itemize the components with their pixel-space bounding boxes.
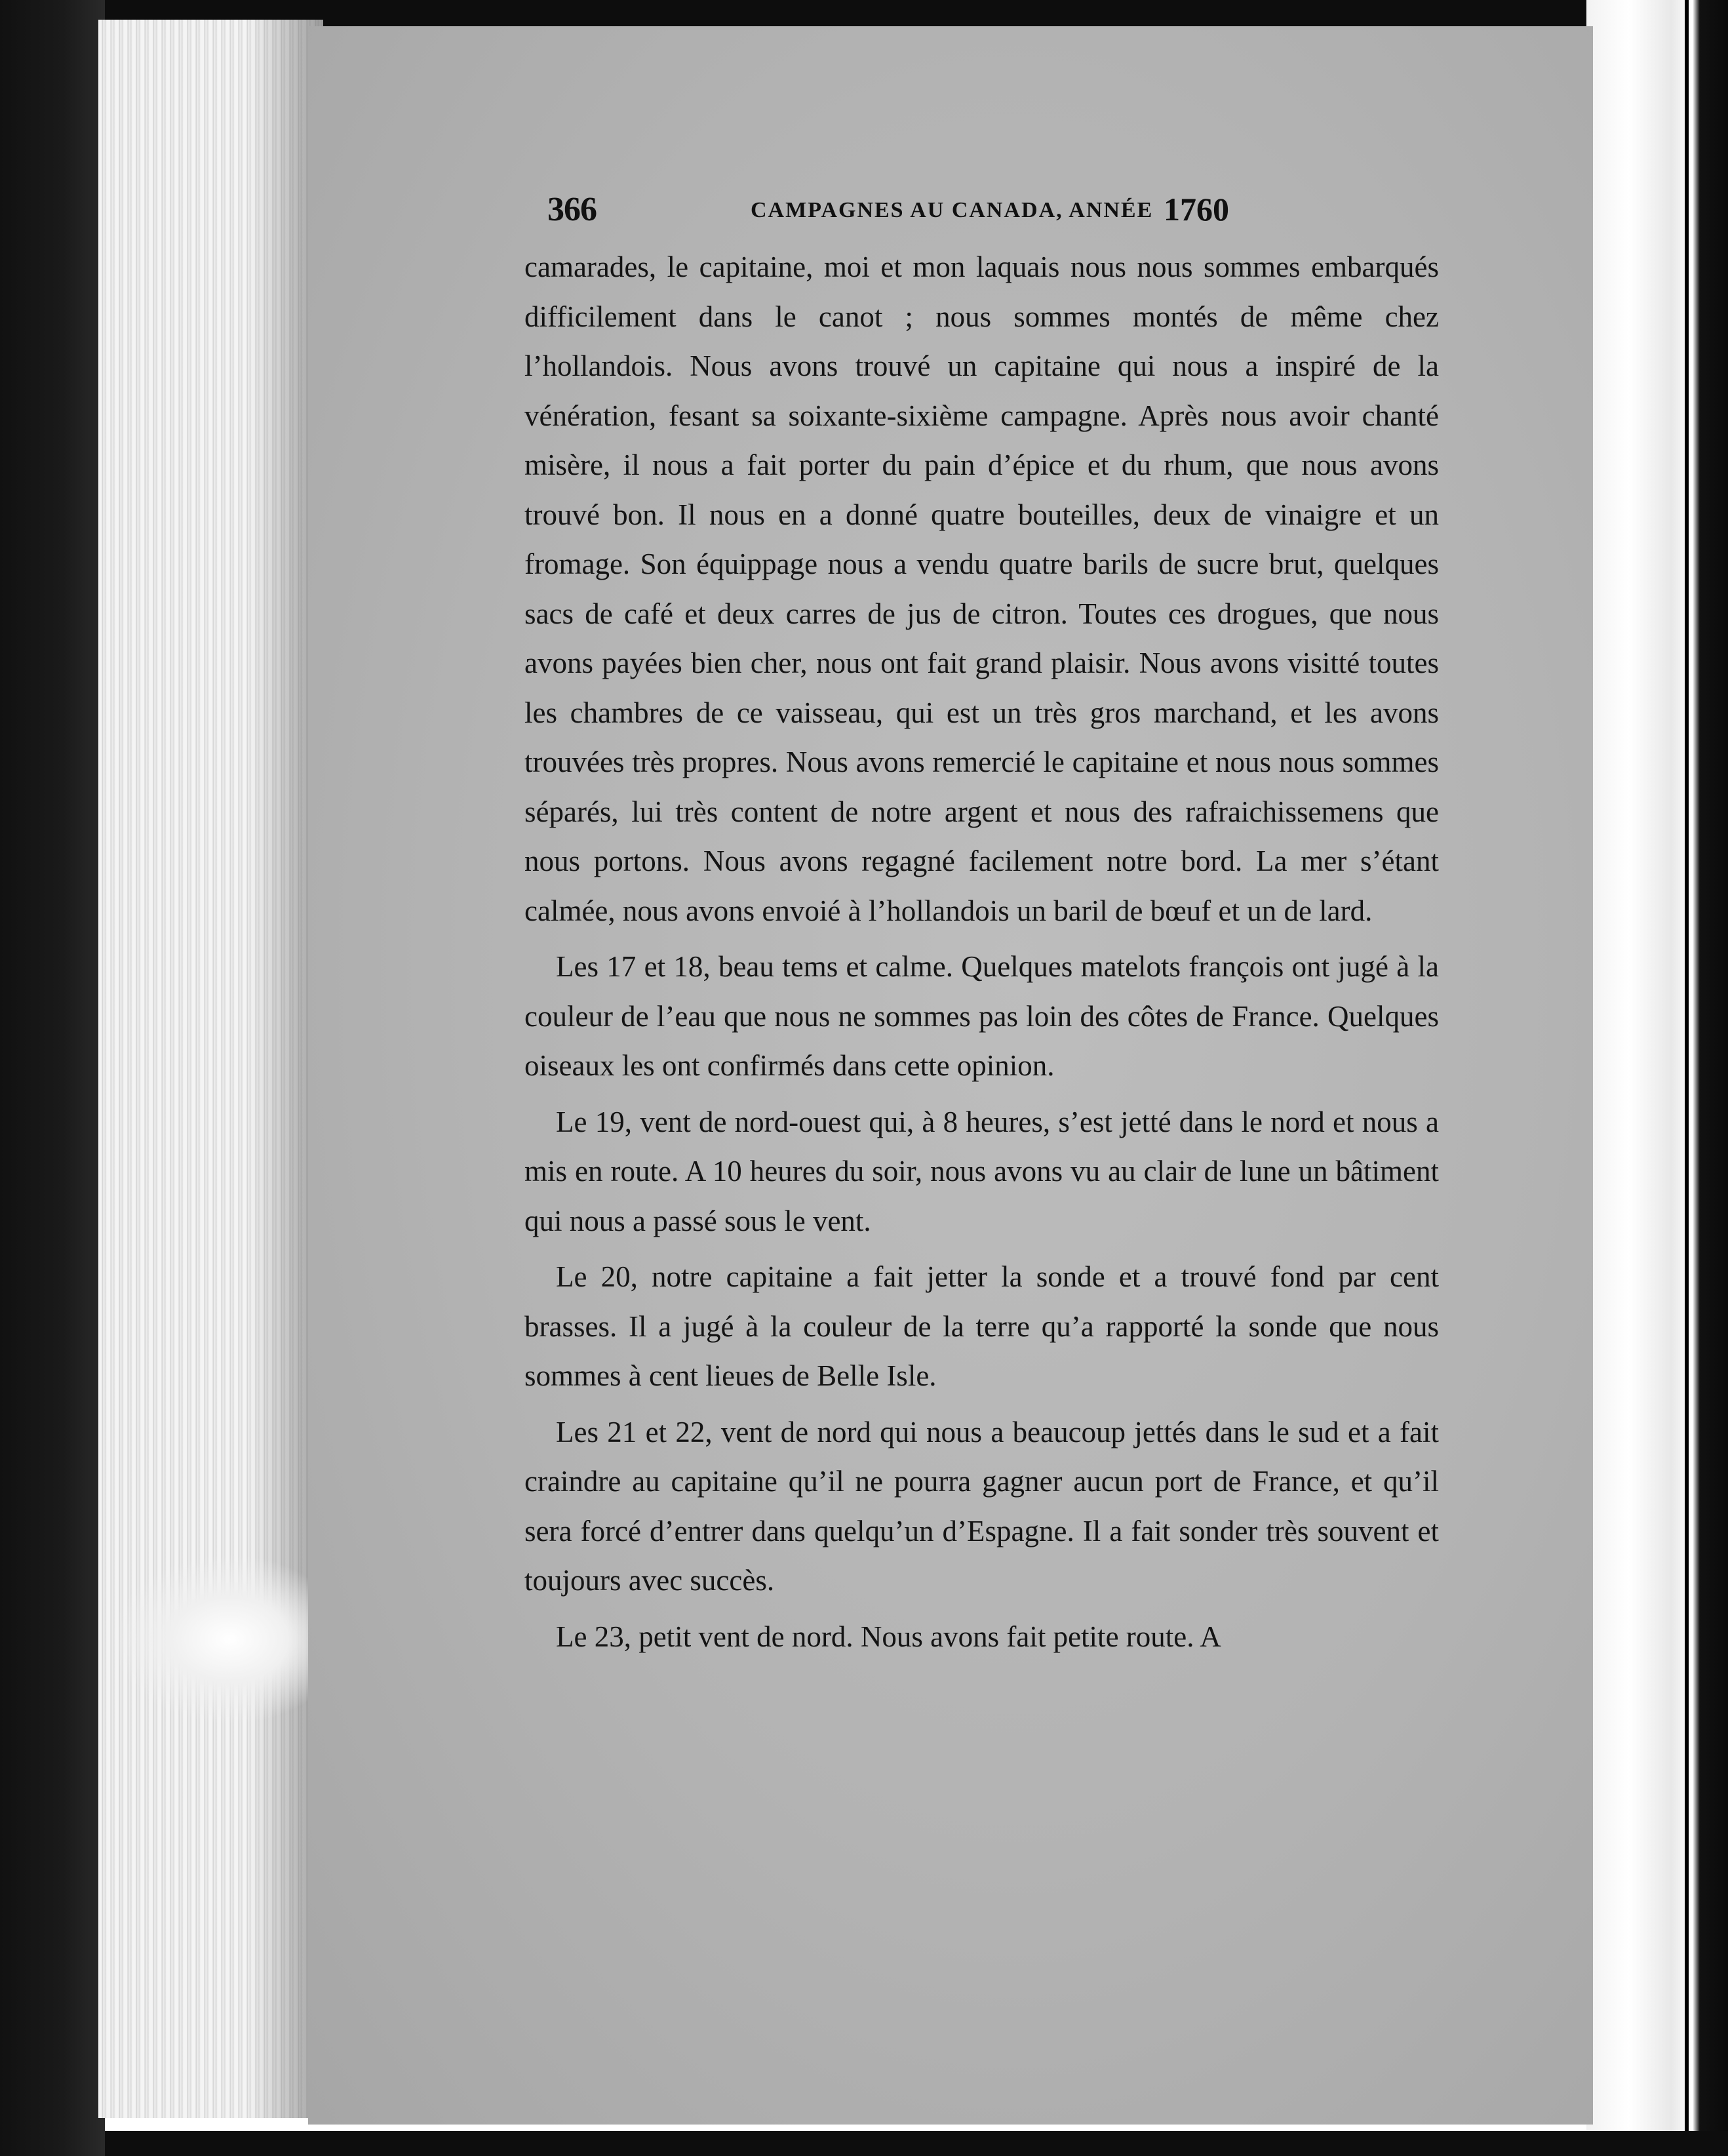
- page-body: [524, 243, 1439, 1662]
- paragraph: Les 21 et 22, vent de nord qui nous a beaucoup jettés dans le sud et a fait craindre au capitaine qu’il ne pourra gagner aucun port de France, et qu’il sera forcé d’entrer dans quelqu’un d’Espagne. Il a fait sonder très souvent et toujours avec succès.: [524, 1415, 1439, 1597]
- running-year: 1760: [1164, 191, 1229, 228]
- scan-border-bottom: [105, 2131, 1728, 2156]
- paragraph: Les 17 et 18, beau tems et calme. Quelques matelots françois ont jugé à la couleur de l’eau que nous ne sommes pas loin des côtes de France. Quelques oiseaux les ont confirmés dans cette opinion.: [524, 950, 1439, 1082]
- page-number: 366: [547, 191, 597, 228]
- running-header: [547, 190, 1268, 236]
- scan-edge-line: [1685, 0, 1689, 2156]
- scan-border-left: [0, 0, 105, 2156]
- paragraph: Le 23, petit vent de nord. Nous avons fait petite route. A: [556, 1620, 1221, 1653]
- scan-border-top: [105, 0, 1728, 26]
- scan-border-right: [1586, 0, 1728, 2156]
- paragraph: camarades, le capitaine, moi et mon laquais nous nous sommes embarqués difficilement dans le canot ; nous sommes montés de même chez l’hollandois. Nous avons trouvé un capitaine qui nous a inspiré de la vénération, fesant sa soixante-sixième campagne. Après nous avoir chanté misère, il nous a fait porter du pain d’épice et du rhum, que nous avons trouvé bon. Il nous en a donné quatre bouteilles, deux de vinaigre et un fromage. Son équippage nous a vendu quatre barils de sucre brut, quelques sacs de café et deux carres de jus de citron. Toutes ces drogues, que nous avons payées bien cher, nous ont fait grand plaisir. Nous avons visitté toutes les chambres de ce vaisseau, qui est un très gros marchand, et les avons trouvées très propres. Nous avons remercié le capitaine et nous nous sommes séparés, lui très content de notre argent et nous des rafraichissemens que nous portons. Nous avons regagné facilement notre bord. La mer s’étant calmée, nous avons envoié à l’hollandois un baril de bœuf et un de lard.: [524, 250, 1439, 927]
- paragraph: Le 20, notre capitaine a fait jetter la sonde et a trouvé fond par cent brasses. Il a jugé à la couleur de la terre qu’a rapporté la sonde que nous sommes à cent lieues de Belle Isle.: [524, 1260, 1439, 1392]
- running-title: CAMPAGNES AU CANADA, ANNÉE: [751, 198, 1154, 222]
- paragraph: Le 19, vent de nord-ouest qui, à 8 heures, s’est jetté dans le nord et nous a mis en route. A 10 heures du soir, nous avons vu au clair de lune un bâtiment qui nous a passé sous le vent.: [524, 1105, 1439, 1237]
